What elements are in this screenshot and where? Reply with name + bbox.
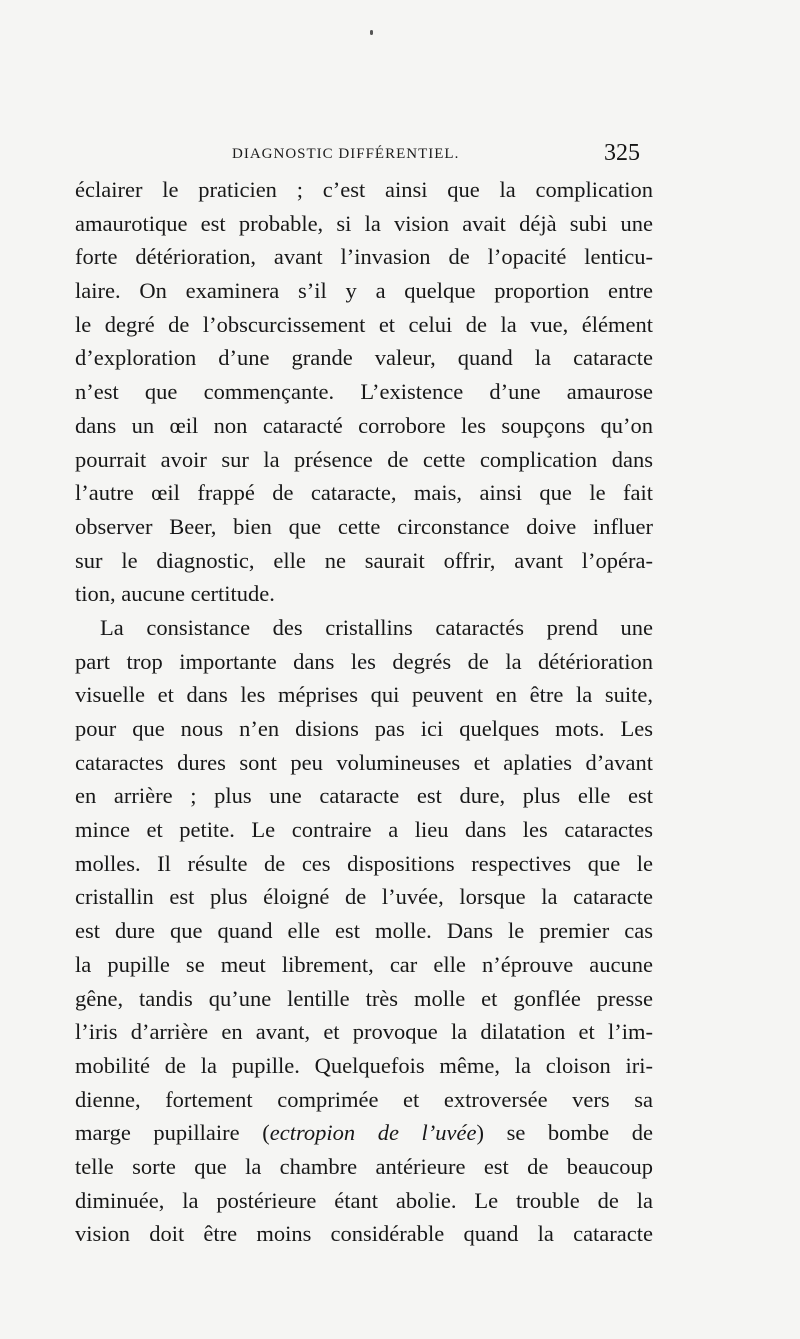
text-line: la pupille se meut librement, car elle n’éprouve aucune — [75, 951, 653, 977]
paragraph-last-line: tion, aucune certitude. — [75, 581, 275, 607]
text-line: mobilité de la pupille. Quelquefois même, la cloison iri- — [75, 1052, 653, 1078]
text-line: le degré de l’obscurcissement et celui de la vue, élément — [75, 311, 653, 337]
print-speck — [370, 30, 373, 35]
text-line-with-italic — [75, 1116, 653, 1150]
page-number: 325 — [604, 140, 640, 166]
text-line: l’iris d’arrière en avant, et provoque la dilatation et l’im- — [75, 1019, 653, 1045]
text-line: visuelle et dans les méprises qui peuvent en être la suite, — [75, 682, 653, 708]
text-line: diminuée, la postérieure étant abolie. Le trouble de la — [75, 1187, 653, 1213]
running-head-title: DIAGNOSTIC DIFFÉRENTIEL. — [232, 146, 460, 162]
text-line: laire. On examinera s’il y a quelque proportion entre — [75, 278, 653, 304]
text-line: dans un œil non cataracté corrobore les soupçons qu’on — [75, 412, 653, 438]
text-line: observer Beer, bien que cette circonstance doive influer — [75, 513, 653, 539]
text-line: forte détérioration, avant l’invasion de l’opacité lenticu- — [75, 244, 653, 270]
text-segment: ) se bombe de — [476, 1120, 653, 1146]
text-line: l’autre œil frappé de cataracte, mais, ainsi que le fait — [75, 480, 653, 506]
paragraph-first-line: La consistance des cristallins cataractés prend une — [100, 614, 653, 640]
text-line: est dure que quand elle est molle. Dans le premier cas — [75, 918, 653, 944]
text-line: dienne, fortement comprimée et extroversée vers sa — [75, 1086, 653, 1112]
text-segment: marge pupillaire ( — [75, 1120, 270, 1146]
running-head — [232, 140, 640, 170]
italic-term: ectropion de l’uvée — [269, 1120, 477, 1146]
text-line: cristallin est plus éloigné de l’uvée, lorsque la cataracte — [75, 884, 653, 910]
text-line: part trop importante dans les degrés de la détérioration — [75, 648, 653, 674]
text-line: pourrait avoir sur la présence de cette complication dans — [75, 446, 653, 472]
text-line: telle sorte que la chambre antérieure est de beaucoup — [75, 1153, 653, 1179]
text-line: n’est que commençante. L’existence d’une amaurose — [75, 379, 653, 405]
text-line: sur le diagnostic, elle ne saurait offrir, avant l’opéra- — [75, 547, 653, 573]
text-line: en arrière ; plus une cataracte est dure, plus elle est — [75, 783, 653, 809]
text-line: molles. Il résulte de ces dispositions respectives que le — [75, 850, 653, 876]
text-line: éclairer le praticien ; c’est ainsi que la complication — [75, 177, 653, 202]
text-line: d’exploration d’une grande valeur, quand la cataracte — [75, 345, 653, 371]
text-line: mince et petite. Le contraire a lieu dans les cataractes — [75, 817, 653, 843]
text-line: amaurotique est probable, si la vision avait déjà subi une — [75, 210, 653, 236]
text-line: pour que nous n’en disions pas ici quelques mots. Les — [75, 716, 653, 741]
body-text — [75, 173, 653, 1251]
text-line: vision doit être moins considérable quand la cataracte — [75, 1221, 653, 1247]
text-line: gêne, tandis qu’une lentille très molle et gonflée presse — [75, 985, 653, 1011]
text-line: cataractes dures sont peu volumineuses et aplaties d’avant — [75, 749, 653, 775]
